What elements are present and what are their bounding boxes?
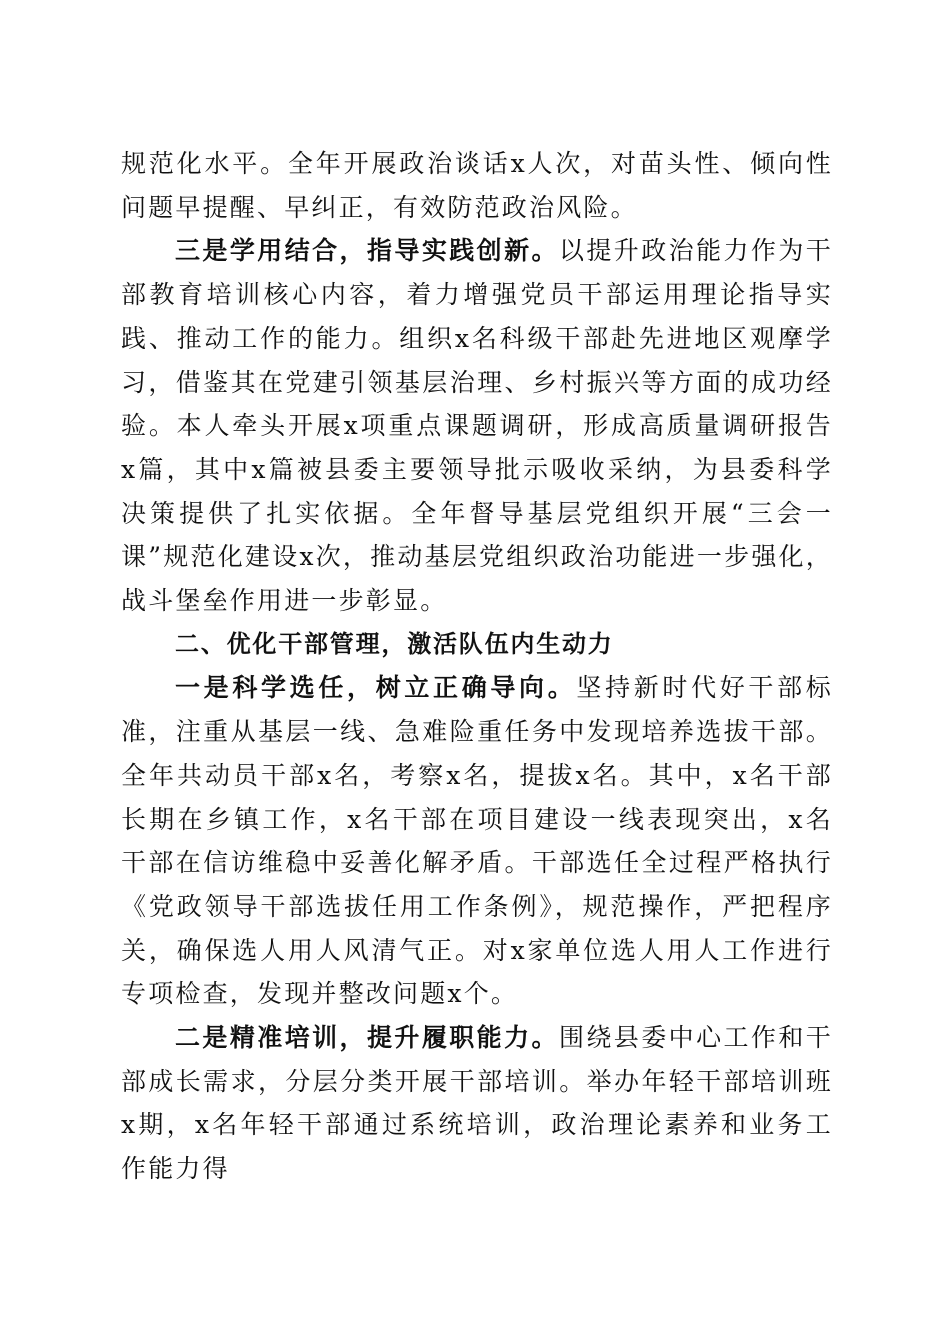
paragraph-text: 以提升政治能力作为干部教育培训核心内容，着力增强党员干部运用理论指导实践、推动工作的能力。组织x名科级干部赴先进地区观摩学习，借鉴其在党建引领基层治理、乡村振兴等方面的成功经验。本人牵头开展x项重点课题调研，形成高质量调研报告x篇，其中x篇被县委主要领导批示吸收采纳，为县委科学决策提供了扎实依据。全年督导基层党组织开展“三会一课”规范化建设x次，推动基层党组织政治功能进一步强化，战斗堡垒作用进一步彰显。 (121, 236, 833, 616)
paragraph-lead: 三是学用结合，指导实践创新。 (175, 236, 559, 266)
paragraph-lead: 一是科学选任，树立正确导向。 (175, 673, 577, 703)
paragraph-continuation (121, 142, 833, 229)
paragraph-text: 规范化水平。全年开展政治谈话x人次，对苗头性、倾向性问题早提醒、早纠正，有效防范政治风险。 (121, 149, 833, 222)
paragraph-study-practice (121, 229, 833, 622)
paragraph-text: 围绕县委中心工作和干部成长需求，分层分类开展干部培训。举办年轻干部培训班x期，x名年轻干部通过系统培训，政治理论素养和业务工作能力得 (121, 1023, 833, 1184)
section-heading: 二、优化干部管理，激活队伍内生动力 (175, 629, 614, 658)
paragraph-training (121, 1016, 833, 1191)
paragraph-selection (121, 666, 833, 1016)
document-body (121, 142, 833, 1191)
paragraph-text: 坚持新时代好干部标准，注重从基层一线、急难险重任务中发现培养选拔干部。全年共动员干部x名，考察x名，提拔x名。其中，x名干部长期在乡镇工作，x名干部在项目建设一线表现突出，x名干部在信访维稳中妥善化解矛盾。干部选任全过程严格执行《党政领导干部选拔任用工作条例》，规范操作，严把程序关，确保选人用人风清气正。对x家单位选人用人工作进行专项检查，发现并整改问题x个。 (121, 673, 833, 1009)
paragraph-lead: 二是精准培训，提升履职能力。 (175, 1023, 559, 1053)
